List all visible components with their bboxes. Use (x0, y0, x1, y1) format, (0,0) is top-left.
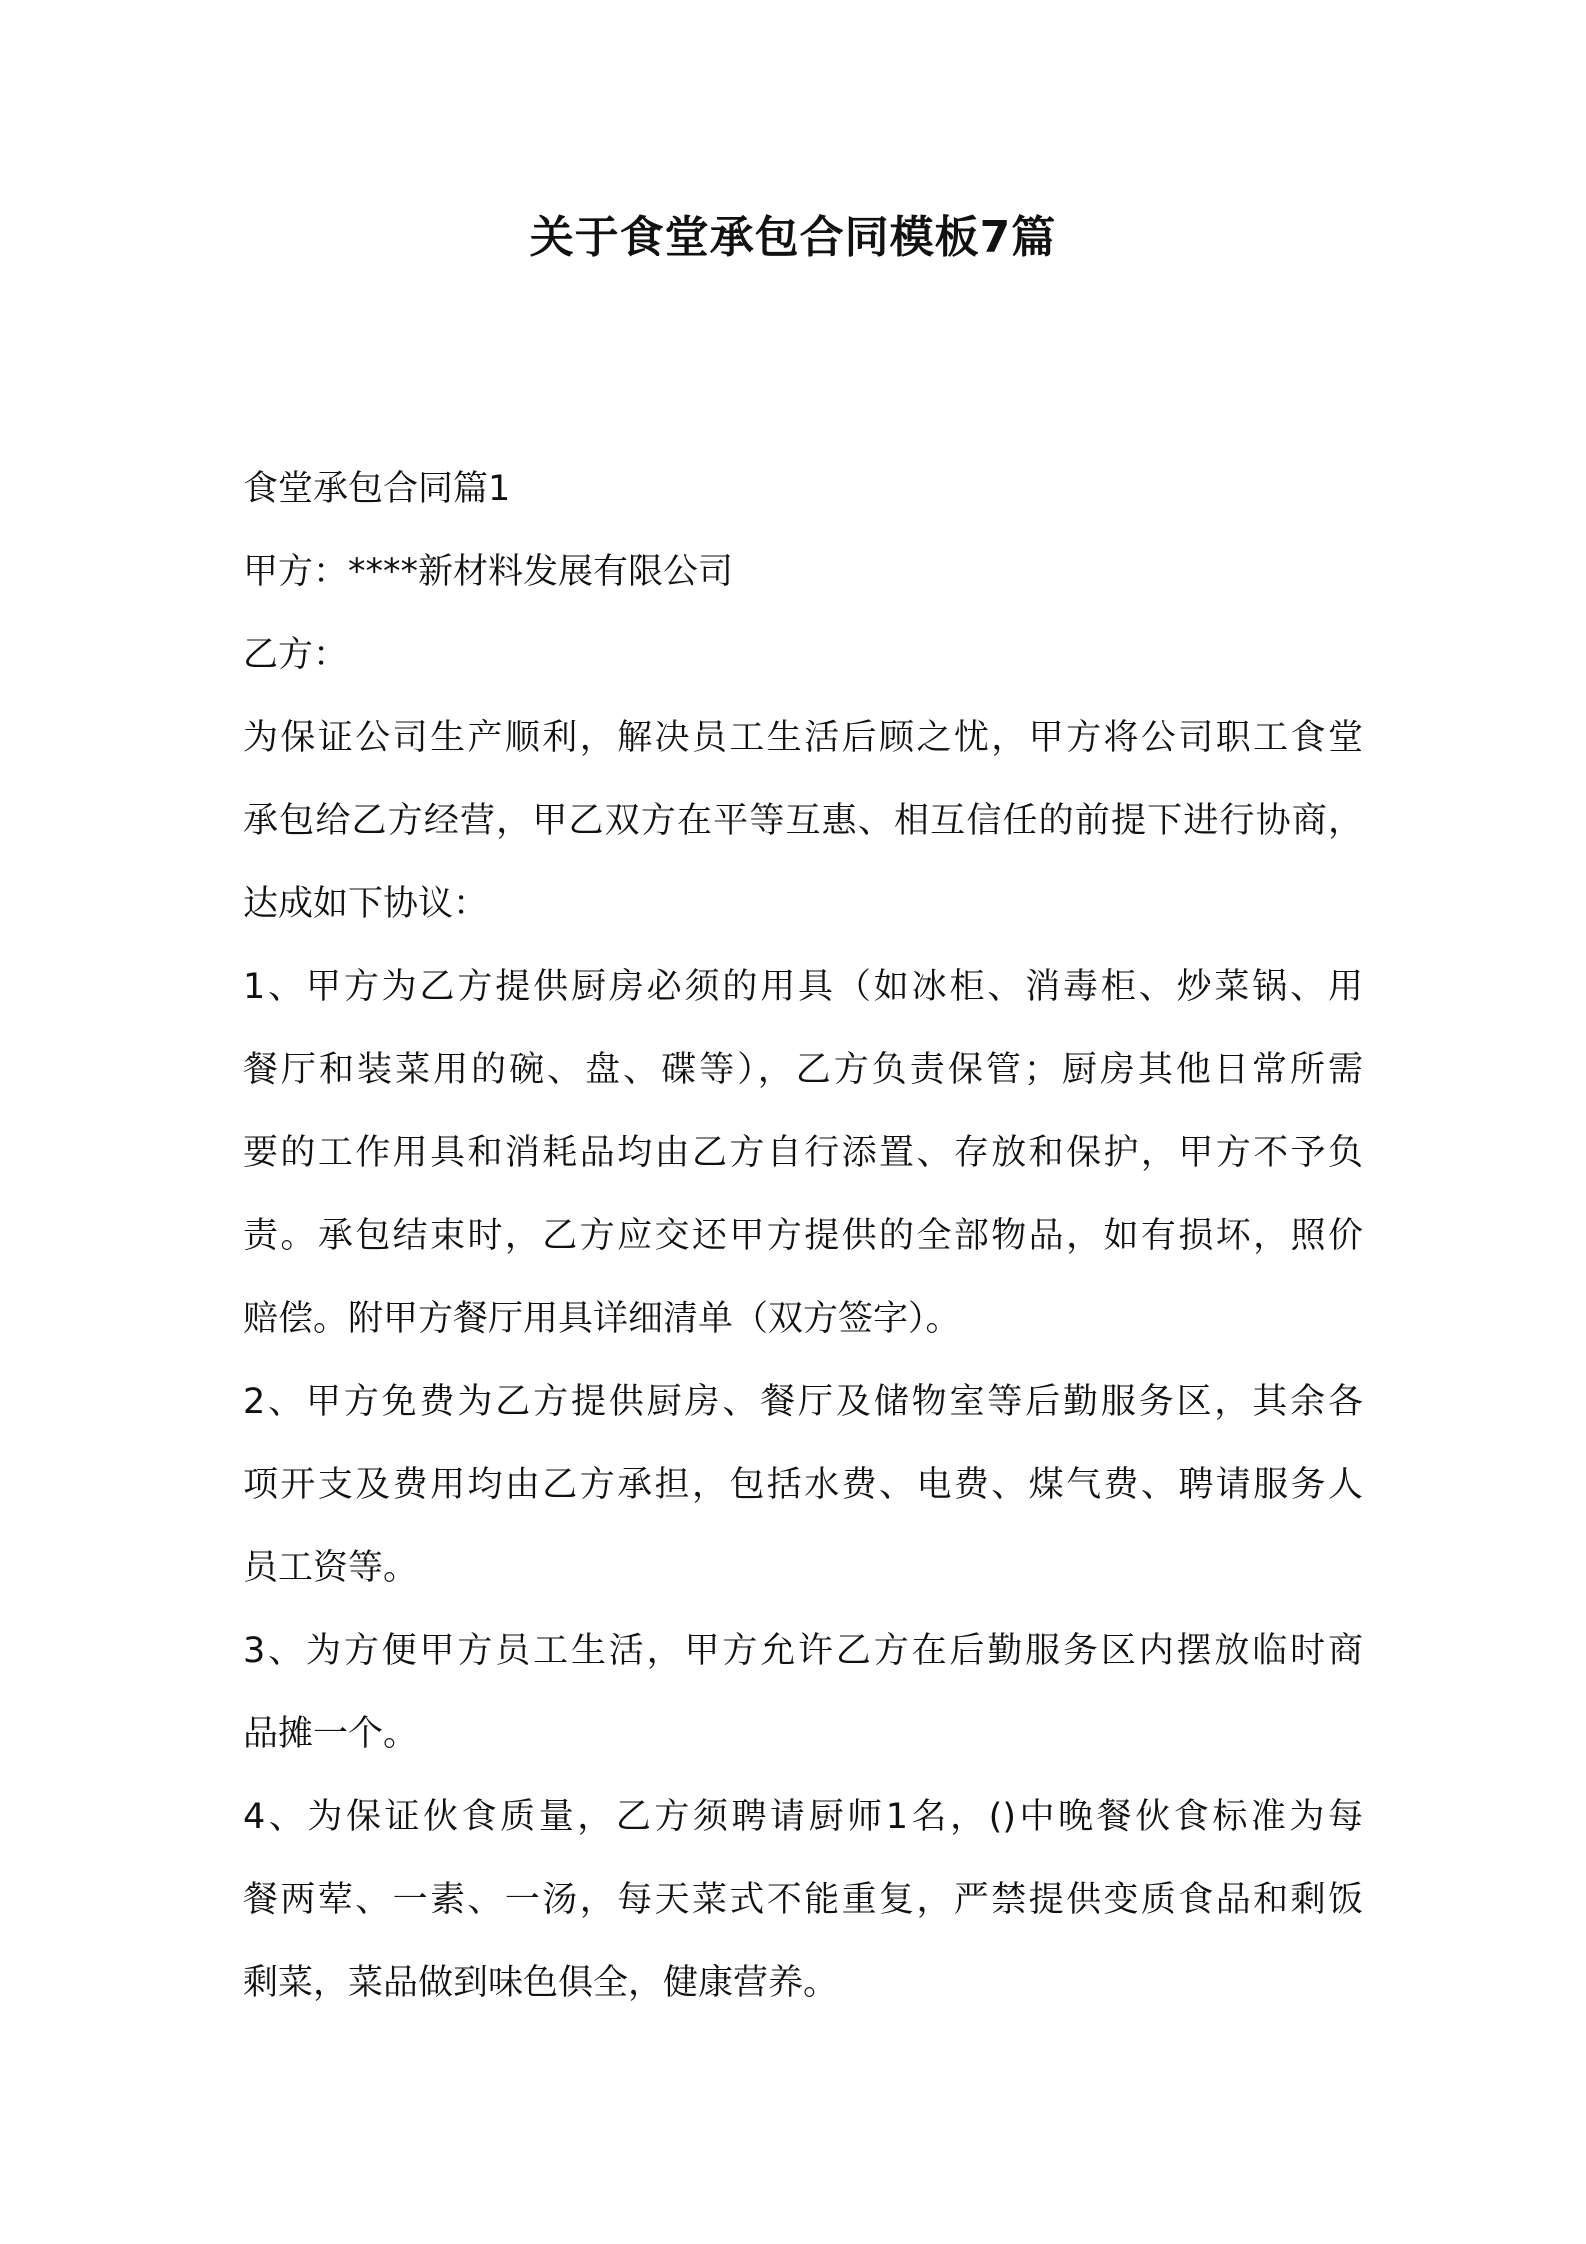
body-line: 责。承包结束时，乙方应交还甲方提供的全部物品，如有损坏，照价 (243, 1216, 1363, 1256)
body-line: 要的工作用具和消耗品均由乙方自行添置、存放和保护，甲方不予负 (243, 1133, 1363, 1173)
body-line: 甲方：****新材料发展有限公司 (243, 552, 734, 592)
body-line: 乙方： (243, 635, 349, 675)
body-line: 3、为方便甲方员工生活，甲方允许乙方在后勤服务区内摆放临时商 (243, 1631, 1363, 1671)
document-title: 关于食堂承包合同模板7篇 (529, 212, 1057, 263)
document-body (243, 448, 1363, 2025)
body-line: 餐厅和装菜用的碗、盘、碟等），乙方负责保管；厨房其他日常所需 (243, 1050, 1363, 1090)
body-line: 承包给乙方经营，甲乙双方在平等互惠、相互信任的前提下进行协商， (243, 801, 1363, 841)
body-line: 4、为保证伙食质量，乙方须聘请厨师1名，()中晚餐伙食标准为每 (243, 1797, 1363, 1837)
body-line: 品摊一个。 (243, 1714, 419, 1754)
body-line: 员工资等。 (243, 1548, 419, 1588)
body-line: 餐两荤、一素、一汤，每天菜式不能重复，严禁提供变质食品和剩饭 (243, 1880, 1363, 1920)
body-line: 项开支及费用均由乙方承担，包括水费、电费、煤气费、聘请服务人 (243, 1465, 1363, 1505)
body-line: 达成如下协议： (243, 884, 489, 924)
body-line: 赔偿。附甲方餐厅用具详细清单（双方签字）。 (243, 1299, 961, 1339)
body-line: 1、甲方为乙方提供厨房必须的用具（如冰柜、消毒柜、炒菜锅、用 (243, 967, 1363, 1007)
body-line: 2、甲方免费为乙方提供厨房、餐厅及储物室等后勤服务区，其余各 (243, 1382, 1363, 1422)
body-line: 为保证公司生产顺利，解决员工生活后顾之忧，甲方将公司职工食堂 (243, 718, 1363, 758)
body-line: 食堂承包合同篇1 (243, 469, 511, 509)
body-line: 剩菜，菜品做到味色俱全，健康营养。 (243, 1963, 839, 2003)
